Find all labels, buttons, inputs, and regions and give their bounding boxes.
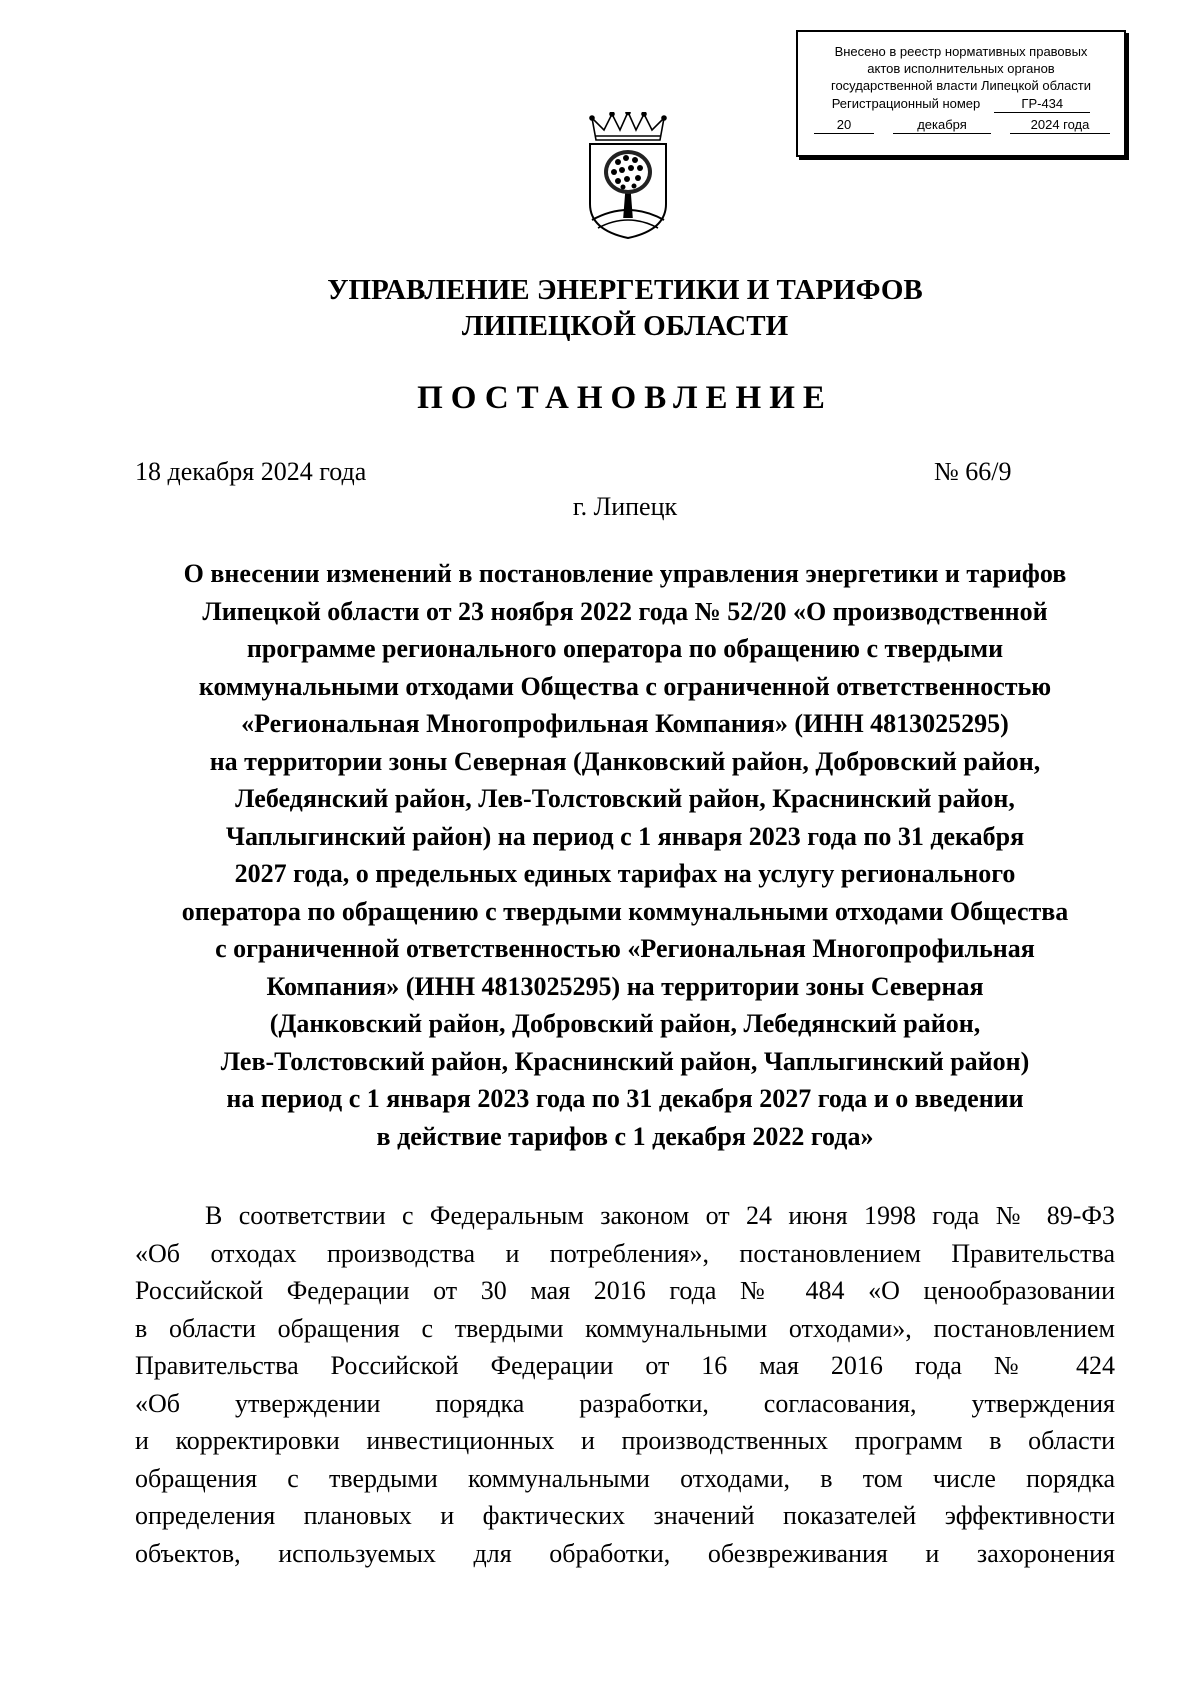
document-subject [120,555,1130,1155]
stamp-year: 2024 года [1010,117,1110,134]
subject-line: О внесении изменений в постановление управления энергетики и тарифов [183,559,1067,588]
body-line: «Об утверждении порядка разработки, согласования, утверждения [135,1388,1115,1418]
subject-line: Лебедянский район, Лев-Толстовский район, Краснинский район, [235,784,1015,813]
body-line: В соответствии с Федеральным законом от 24 июня 1998 года № 89-ФЗ [205,1201,1115,1230]
stamp-line-3: государственной власти Липецкой области [830,78,1092,93]
body-line: определения плановых и фактических значений показателей эффективности [135,1501,1115,1530]
body-line: Российской Федерации от 30 мая 2016 года № 484 «О ценообразовании [135,1276,1115,1305]
body-paragraph [135,1197,1115,1572]
subject-line: (Данковский район, Добровский район, Лебедянский район, [269,1009,981,1038]
subject-line: на период с 1 января 2023 года по 31 декабря 2027 года и о введении [226,1084,1024,1113]
stamp-registration-row [798,95,1124,113]
document-type: ПОСТАНОВЛЕНИЕ [417,380,833,416]
subject-line: оператора по обращению с твердыми коммунальными отходами Общества [181,896,1069,926]
lipetsk-coat-of-arms-icon [578,112,678,242]
organization-title [0,272,1200,344]
subject-line: 2027 года, о предельных единых тарифах на услугу регионального [234,859,1016,888]
body-line: в области обращения с твердыми коммунальными отходами», постановлением [135,1313,1115,1343]
body-line: и корректировки инвестиционных и производственных программ в области [135,1426,1115,1455]
subject-line: с ограниченной ответственностью «Региональная Многопрофильная [215,934,1035,963]
document-date: 18 декабря 2024 года [135,457,367,486]
subject-line: на территории зоны Северная (Данковский район, Добровский район, [209,746,1041,776]
subject-line: в действие тарифов с 1 декабря 2022 года» [376,1121,874,1151]
subject-line: коммунальными отходами Общества с ограниченной ответственностью [198,671,1052,701]
organization-title-line-1: УПРАВЛЕНИЕ ЭНЕРГЕТИКИ И ТАРИФОВ [327,274,923,306]
stamp-registration-number: ГР-434 [994,96,1090,113]
stamp-registration-label: Регистрационный номер [831,96,981,111]
body-line: Правительства Российской Федерации от 16 мая 2016 года № 424 [135,1351,1115,1380]
stamp-line-1: Внесено в реестр нормативных правовых [834,44,1088,59]
subject-line: Компания» (ИНН 4813025295) на территории зоны Северная [266,971,984,1001]
stamp-day: 20 [814,117,874,134]
stamp-line-2: актов исполнительных органов [867,61,1055,76]
organization-title-line-2: ЛИПЕЦКОЙ ОБЛАСТИ [461,310,789,342]
subject-line: программе регионального оператора по обращению с твердыми [246,634,1004,663]
subject-line: «Региональная Многопрофильная Компания» (ИНН 4813025295) [241,709,1009,738]
body-line: «Об отходах производства и потребления», постановлением Правительства [135,1238,1115,1268]
body-line: объектов, используемых для обработки, обезвреживания и захоронения [135,1538,1115,1568]
subject-line: Чаплыгинский район) на период с 1 января 2023 года по 31 декабря [225,821,1025,851]
document-city: г. Липецк [572,492,678,521]
document-number: № 66/9 [934,457,1012,486]
stamp-date-row [798,117,1124,134]
registry-stamp [796,30,1126,157]
body-line: обращения с твердыми коммунальными отходами, в том числе порядка [135,1463,1115,1493]
stamp-month: декабря [893,117,991,134]
subject-line: Лев-Толстовский район, Краснинский район, Чаплыгинский район) [220,1046,1030,1076]
subject-line: Липецкой области от 23 ноября 2022 года № 52/20 «О производственной [202,596,1048,626]
